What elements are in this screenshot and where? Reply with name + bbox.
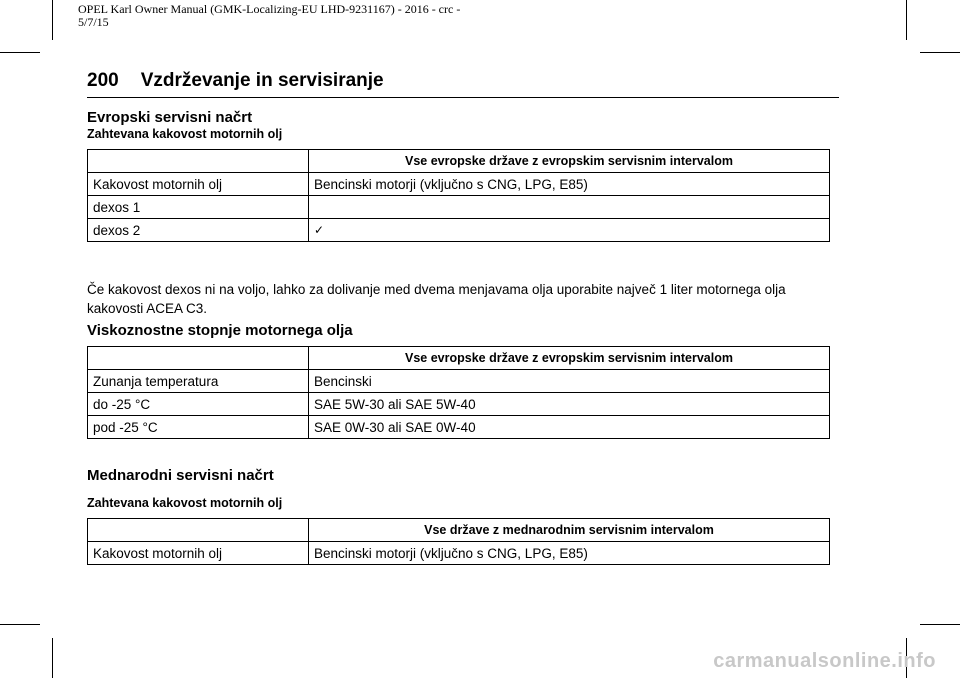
page-title <box>87 70 384 92</box>
viscosity-table <box>87 346 830 439</box>
table-header-cell <box>88 347 309 370</box>
table-header-cell: Vse države z mednarodnim servisnim intervalom <box>309 519 830 542</box>
running-header-date: 5/7/15 <box>78 15 109 29</box>
crop-mark <box>52 0 53 40</box>
table-cell: do -25 °C <box>88 393 309 416</box>
crop-mark <box>920 624 960 625</box>
table-cell: Zunanja temperatura <box>88 370 309 393</box>
oil-quality-table-europe <box>87 149 830 242</box>
page-number: 200 <box>87 70 119 91</box>
table-row <box>88 370 830 393</box>
table-cell: Bencinski motorji (vključno s CNG, LPG, E85) <box>309 542 830 565</box>
table-header-row <box>88 519 830 542</box>
table-cell: pod -25 °C <box>88 416 309 439</box>
header-rule <box>87 97 839 98</box>
section-title-viscosity: Viskoznostne stopnje motornega olja <box>87 322 353 339</box>
table-row <box>88 196 830 219</box>
check-icon: ✓ <box>309 219 830 242</box>
oil-quality-table-international <box>87 518 830 565</box>
page-title-text: Vzdrževanje in servisiranje <box>140 70 384 91</box>
watermark: carmanualsonline.info <box>713 650 936 672</box>
section-title-international: Mednarodni servisni načrt <box>87 467 274 484</box>
table-cell: Kakovost motornih olj <box>88 173 309 196</box>
table-cell: Bencinski <box>309 370 830 393</box>
crop-mark <box>906 0 907 40</box>
crop-mark <box>920 52 960 53</box>
table-cell: dexos 1 <box>88 196 309 219</box>
table-row <box>88 393 830 416</box>
table-cell: SAE 5W-30 ali SAE 5W-40 <box>309 393 830 416</box>
table-cell <box>309 196 830 219</box>
section-subtitle-oil-quality: Zahtevana kakovost motornih olj <box>87 127 283 141</box>
table-row <box>88 219 830 242</box>
table-cell: Kakovost motornih olj <box>88 542 309 565</box>
table-header-cell <box>88 150 309 173</box>
table-header-cell <box>88 519 309 542</box>
crop-mark <box>0 624 40 625</box>
table-cell: Bencinski motorji (vključno s CNG, LPG, E85) <box>309 173 830 196</box>
section-title-european: Evropski servisni načrt <box>87 109 253 126</box>
table-header-cell: Vse evropske države z evropskim servisnim intervalom <box>309 150 830 173</box>
table-row <box>88 416 830 439</box>
table-row <box>88 542 830 565</box>
crop-mark <box>52 638 53 678</box>
table-header-row <box>88 347 830 370</box>
table-header-cell: Vse evropske države z evropskim servisnim intervalom <box>309 347 830 370</box>
section-subtitle-oil-quality-intl: Zahtevana kakovost motornih olj <box>87 496 283 510</box>
dexos-note: Če kakovost dexos ni na voljo, lahko za dolivanje med dvema menjavama olja uporabite največ 1 liter motornega olja kakovosti ACEA C3. <box>87 282 786 316</box>
crop-mark <box>0 52 40 53</box>
table-header-row <box>88 150 830 173</box>
table-row <box>88 173 830 196</box>
table-cell: dexos 2 <box>88 219 309 242</box>
running-header-line: OPEL Karl Owner Manual (GMK-Localizing-EU LHD-9231167) - 2016 - crc - <box>78 2 461 16</box>
running-header <box>78 3 460 29</box>
table-cell: SAE 0W-30 ali SAE 0W-40 <box>309 416 830 439</box>
